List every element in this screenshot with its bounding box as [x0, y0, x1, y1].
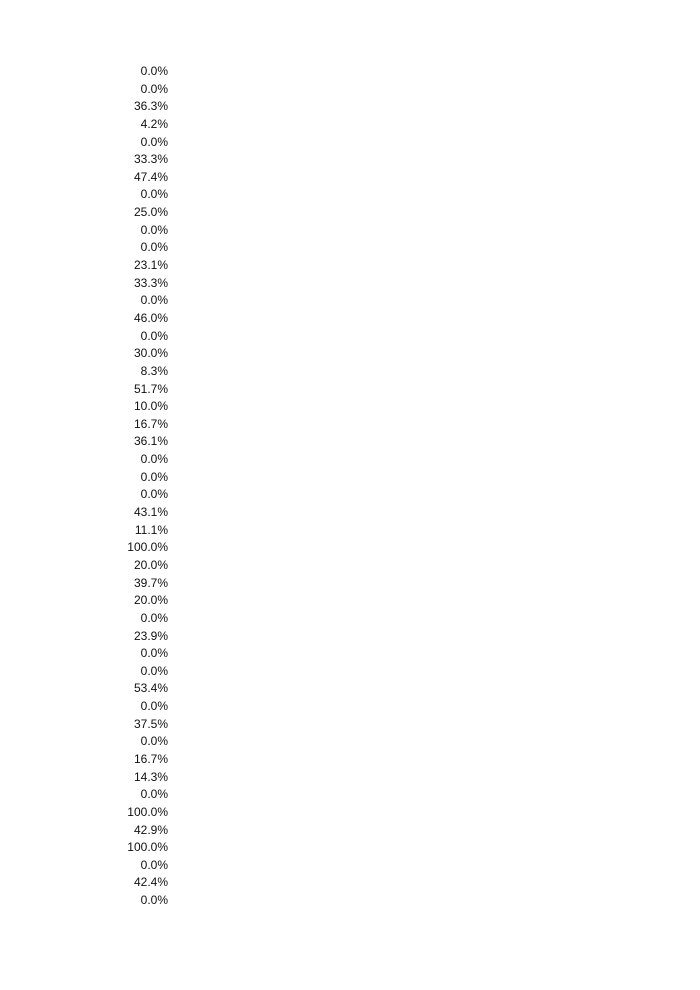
percentage-cell: 0.0%	[140, 134, 168, 149]
percentage-cell: 0.0%	[140, 64, 168, 78]
percentage-cell: 30.0%	[133, 346, 168, 361]
percentage-cell: 0.0%	[140, 469, 168, 484]
percentage-cell: 0.0%	[140, 240, 168, 255]
percentage-cell: 8.3%	[140, 363, 168, 378]
percentage-cell: 0.0%	[140, 610, 168, 625]
percentage-column	[100, 63, 168, 910]
percentage-cell: 0.0%	[140, 663, 168, 678]
percentage-cell: 100.0%	[127, 840, 168, 855]
percentage-cell: 4.2%	[140, 116, 168, 131]
percentage-cell: 36.3%	[133, 99, 168, 114]
percentage-cell: 0.0%	[140, 293, 168, 308]
percentage-cell: 51.7%	[133, 381, 168, 396]
percentage-cell: 20.0%	[133, 557, 168, 572]
percentage-cell: 10.0%	[133, 399, 168, 414]
percentage-cell: 16.7%	[133, 751, 168, 766]
percentage-cell: 23.1%	[133, 258, 168, 273]
percentage-cell: 43.1%	[133, 505, 168, 520]
percentage-cell: 23.9%	[133, 628, 168, 643]
percentage-cell: 0.0%	[140, 857, 168, 872]
percentage-cell: 37.5%	[133, 716, 168, 731]
percentage-cell: 0.0%	[140, 699, 168, 714]
percentage-cell: 42.9%	[133, 822, 168, 837]
percentage-cell: 33.3%	[133, 275, 168, 290]
percentage-cell: 25.0%	[133, 205, 168, 220]
percentage-cell: 42.4%	[133, 875, 168, 890]
percentage-cell: 36.1%	[133, 434, 168, 449]
percentage-cell: 0.0%	[140, 81, 168, 96]
percentage-cell: 0.0%	[140, 222, 168, 237]
percentage-cell: 47.4%	[133, 169, 168, 184]
percentage-cell: 14.3%	[133, 769, 168, 784]
percentage-cell: 16.7%	[133, 416, 168, 431]
percentage-cell: 0.0%	[140, 734, 168, 749]
percentage-cell: 0.0%	[140, 452, 168, 467]
percentage-cell: 11.1%	[134, 522, 168, 537]
percentage-cell: 0.0%	[140, 787, 168, 802]
percentage-cell: 0.0%	[140, 187, 168, 202]
percentage-cell: 20.0%	[133, 593, 168, 608]
percentage-cell: 33.3%	[133, 152, 168, 167]
percentage-cell: 0.0%	[140, 487, 168, 502]
percentage-cell: 0.0%	[140, 893, 168, 908]
percentage-cell: 39.7%	[133, 575, 168, 590]
percentage-cell: 0.0%	[140, 328, 168, 343]
percentage-cell: 100.0%	[127, 540, 168, 555]
percentage-cell: 46.0%	[133, 310, 168, 325]
percentage-cell: 53.4%	[133, 681, 168, 696]
percentage-cell: 100.0%	[127, 804, 168, 819]
percentage-cell: 0.0%	[140, 646, 168, 661]
